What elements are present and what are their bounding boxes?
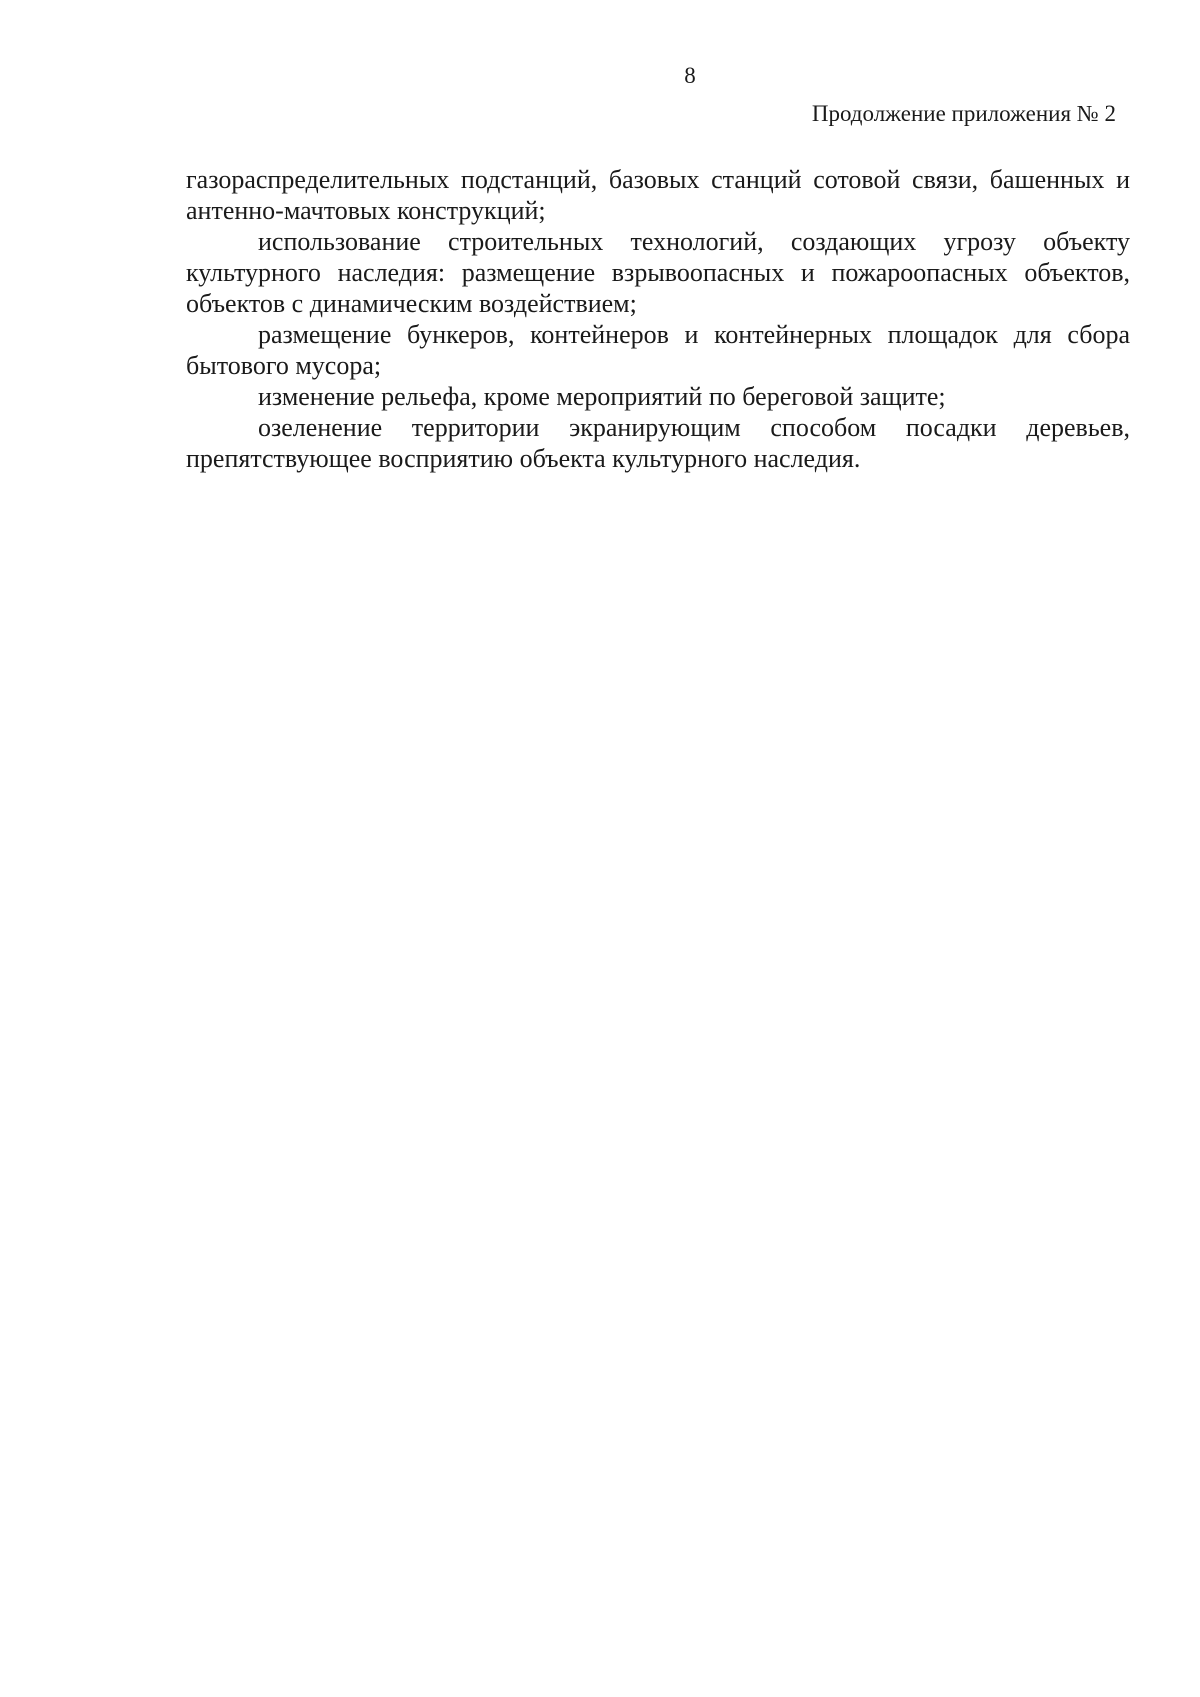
paragraph: газораспределительных подстанций, базовых станций сотовой связи, башенных и антенно-мачтовых конструкций; (186, 165, 1130, 225)
page-number: 8 (684, 63, 696, 88)
paragraph: использование строительных технологий, создающих угрозу объекту культурного наследия: размещение взрывоопасных и пожароопасных объектов, объектов с динамическим воздействием; (186, 227, 1130, 318)
paragraph: размещение бункеров, контейнеров и контейнерных площадок для сбора бытового мусора; (186, 320, 1130, 380)
document-body (186, 164, 1130, 474)
paragraph: изменение рельефа, кроме мероприятий по береговой защите; (258, 382, 946, 411)
appendix-continuation-label: Продолжение приложения № 2 (811, 101, 1116, 126)
paragraph: озеленение территории экранирующим способом посадки деревьев, препятствующее восприятию объекта культурного наследия. (186, 413, 1130, 473)
